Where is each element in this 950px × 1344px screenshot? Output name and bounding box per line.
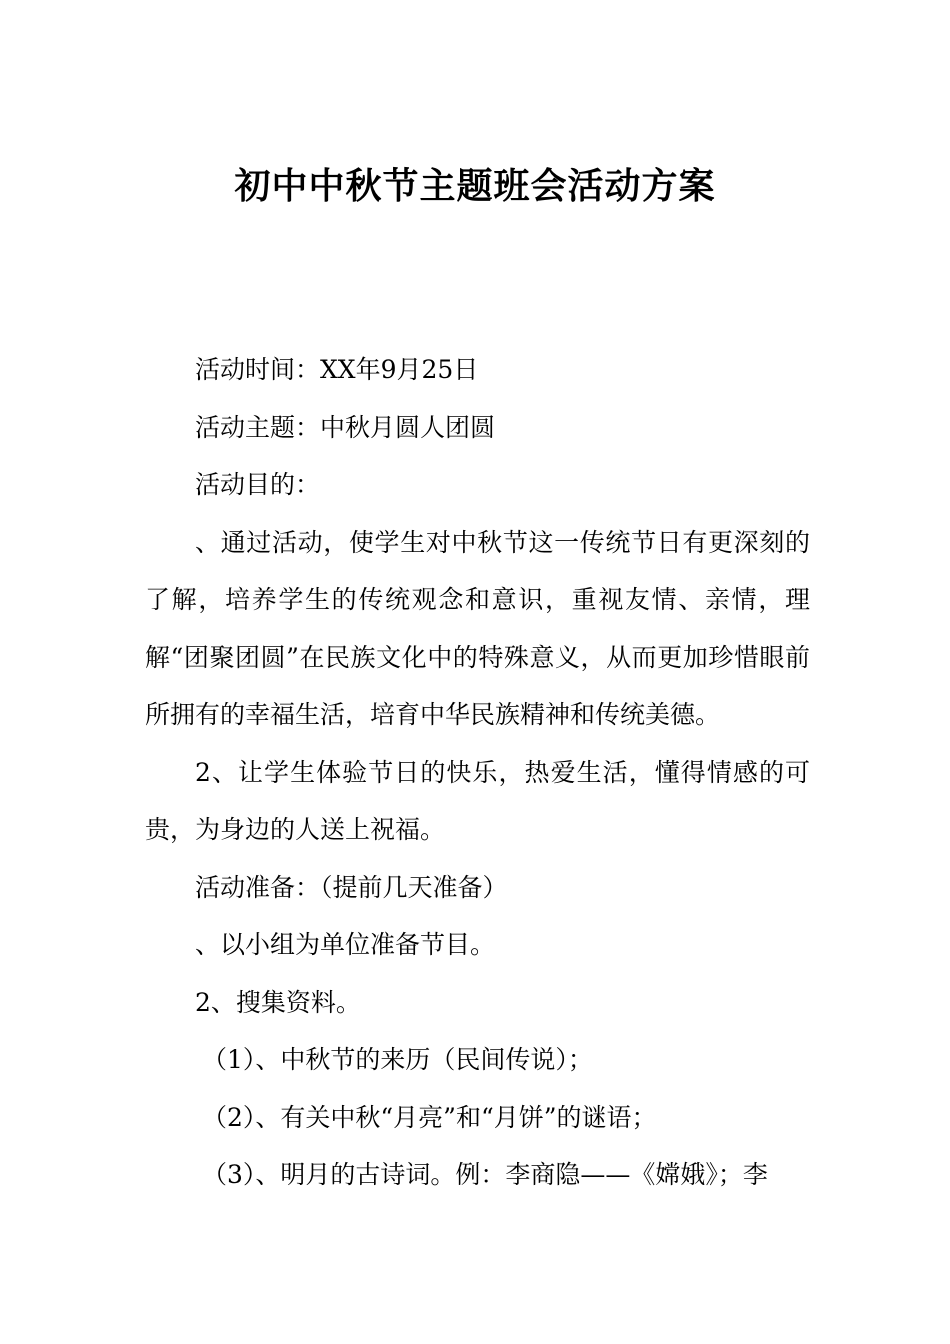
document-title: 初中中秋节主题班会活动方案 xyxy=(234,165,716,207)
document-body xyxy=(145,341,810,1204)
paragraph-preparation-item-1: 、以小组为单位准备节目。 xyxy=(195,930,496,959)
paragraph-subitem-2: （2）、有关中秋“月亮”和“月饼”的谜语； xyxy=(202,1102,657,1132)
paragraph-purpose-item-1: 、通过活动，使学生对中秋节这一传统节日有更深刻的了解，培养学生的传统观念和意识，重视友情、亲情，理解“团聚团圆”在民族文化中的特殊意义，从而更加珍惜眼前所拥有的幸福生活，培育中华民族精神和传统美德。 xyxy=(145,527,810,729)
paragraph-subitem-3: （3）、明月的古诗词。例：李商隐——《嫦娥》；李 xyxy=(202,1160,768,1189)
paragraph-preparation-item-2: 2、搜集资料。 xyxy=(195,987,361,1017)
paragraph-purpose-item-2: 2、让学生体验节日的快乐，热爱生活，懂得情感的可贵，为身边的人送上祝福。 xyxy=(145,757,810,844)
paragraph-activity-time: 活动时间：XX年9月25日 xyxy=(195,355,479,384)
paragraph-activity-preparation-heading: 活动准备：（提前几天准备） xyxy=(195,872,508,902)
paragraph-activity-purpose-heading: 活动目的： xyxy=(195,470,321,499)
paragraph-activity-theme: 活动主题：中秋月圆人团圆 xyxy=(195,412,496,442)
paragraph-subitem-1: （1）、中秋节的来历（民间传说）； xyxy=(202,1045,593,1074)
